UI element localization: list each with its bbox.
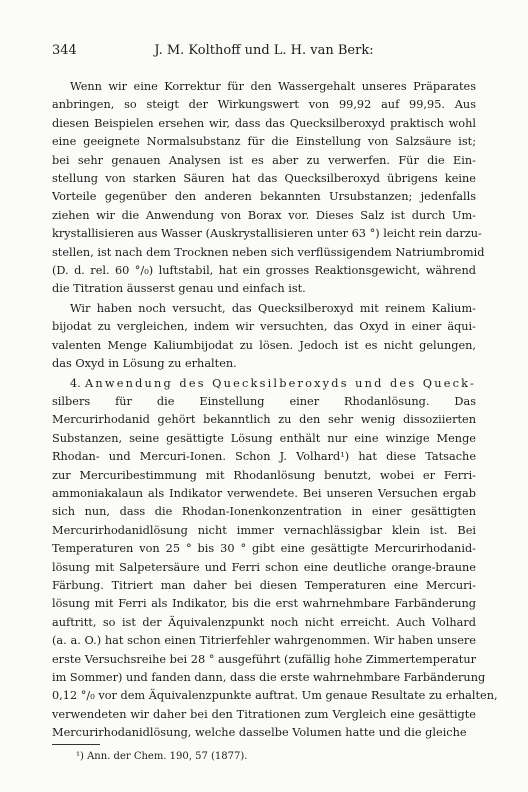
text-line: valenten Menge Kaliumbijodat zu lösen. Jedoch ist es nicht gelungen, <box>52 338 476 352</box>
text-line: (a. a. O.) hat schon einen Titrierfehler wahrgenommen. Wir haben unsere <box>52 634 476 648</box>
text-line: bijodat zu vergleichen, indem wir versuchten, das Oxyd in einer äqui- <box>52 320 476 334</box>
text-line: anbringen, so steigt der Wirkungswert von 99,92 auf 99,95. Aus <box>52 98 476 112</box>
text-line: Mercurirhodanidlösung, welche dasselbe Volumen hatte und die gleiche <box>52 726 467 740</box>
text-line: lösung mit Salpetersäure und Ferri schon eine deutliche orange-braune <box>52 560 476 574</box>
text-line: im Sommer) und fanden dann, dass die erste wahrnehmbare Farbänderung <box>52 671 486 684</box>
text-line: Wenn wir eine Korrektur für den Wassergehalt unseres Präparates <box>70 80 476 93</box>
body-text <box>52 78 498 744</box>
text-line: ammoniakalaun als Indikator verwendete. Bei unseren Versuchen ergab <box>52 486 476 500</box>
text-line: Substanzen, seine gesättigte Lösung enthält nur eine winzige Menge <box>52 431 476 445</box>
text-line: diesen Beispielen ersehen wir, dass das Quecksilberoxyd praktisch wohl <box>52 116 476 130</box>
text-line: bei sehr genauen Analysen ist es aber zu verwerfen. Für die Ein- <box>52 153 476 167</box>
text-line: stellung von starken Säuren hat das Quecksilberoxyd übrigens keine <box>52 172 476 186</box>
text-line: (D. d. rel. 60 °/₀) luftstabil, hat ein grosses Reaktionsgewicht, während <box>52 264 476 278</box>
section-paragraph <box>52 375 498 743</box>
text-line: die Titration äusserst genau und einfach ist. <box>52 282 306 296</box>
section-heading-line <box>52 375 476 393</box>
text-line: 0,12 °/₀ vor dem Äquivalenzpunkte auftrat. Um genaue Resultate zu erhalten, <box>52 689 498 703</box>
text-line: Mercurirhodanid gehört bekanntlich zu den sehr wenig dissoziierten <box>52 413 476 427</box>
text-line: Färbung. Titriert man daher bei diesen Temperaturen eine Mercuri- <box>52 578 476 592</box>
text-line: silbers für die Einstellung einer Rhodanlösung. Das <box>52 394 476 408</box>
text-line: erste Versuchsreihe bei 28 ° ausgeführt (zufällig hohe Zimmertemperatur <box>52 652 476 666</box>
section-number: 4. <box>70 376 81 390</box>
page-number: 344 <box>52 43 77 58</box>
text-line: Vorteile gegenüber den anderen bekannten Ursubstanzen; jedenfalls <box>52 190 476 204</box>
text-line: lösung mit Ferri als Indikator, bis die erst wahrnehmbare Farbänderung <box>52 597 476 611</box>
text-line: verwendeten wir daher bei den Titrationen zum Vergleich eine gesättigte <box>52 707 476 721</box>
footnote-rule <box>52 744 100 745</box>
text-line: auftritt, so ist der Äquivalenzpunkt noch nicht erreicht. Auch Volhard <box>52 615 476 629</box>
text-line: Rhodan- und Mercuri-Ionen. Schon J. Volhard¹) hat diese Tatsache <box>52 450 476 464</box>
text-line: eine geeignete Normalsubstanz für die Einstellung von Salzsäure ist; <box>52 135 476 149</box>
footnote: ¹) Ann. der Chem. 190, 57 (1877). <box>76 751 248 762</box>
text-line: zur Mercuribestimmung mit Rhodanlösung benutzt, wobei er Ferri- <box>52 468 476 482</box>
running-head: J. M. Kolthoff und L. H. van Berk: <box>154 43 374 58</box>
text-line: sich nun, dass die Rhodan-Ionenkonzentration in einer gesättigten <box>52 505 476 519</box>
text-line: krystallisieren aus Wasser (Auskrystallisieren unter 63 °) leicht rein darzu- <box>52 227 482 241</box>
text-line: Wir haben noch versucht, das Quecksilberoxyd mit reinem Kalium- <box>70 301 476 315</box>
section-heading: Anwendung des Quecksilberoxyds und des Queck- <box>85 376 476 390</box>
text-line: Mercurirhodanidlösung nicht immer vernachlässigbar klein ist. Bei <box>52 523 476 537</box>
text-line: ziehen wir die Anwendung von Borax vor. Dieses Salz ist durch Um- <box>52 208 476 222</box>
paragraph <box>52 300 476 374</box>
paragraph <box>52 78 485 299</box>
text-line: das Oxyd in Lösung zu erhalten. <box>52 357 237 371</box>
text-line: Temperaturen von 25 ° bis 30 ° gibt eine gesättigte Mercurirhodanid- <box>52 542 476 556</box>
text-line: stellen, ist nach dem Trocknen neben sich verflüssigendem Natriumbromid <box>52 245 485 259</box>
